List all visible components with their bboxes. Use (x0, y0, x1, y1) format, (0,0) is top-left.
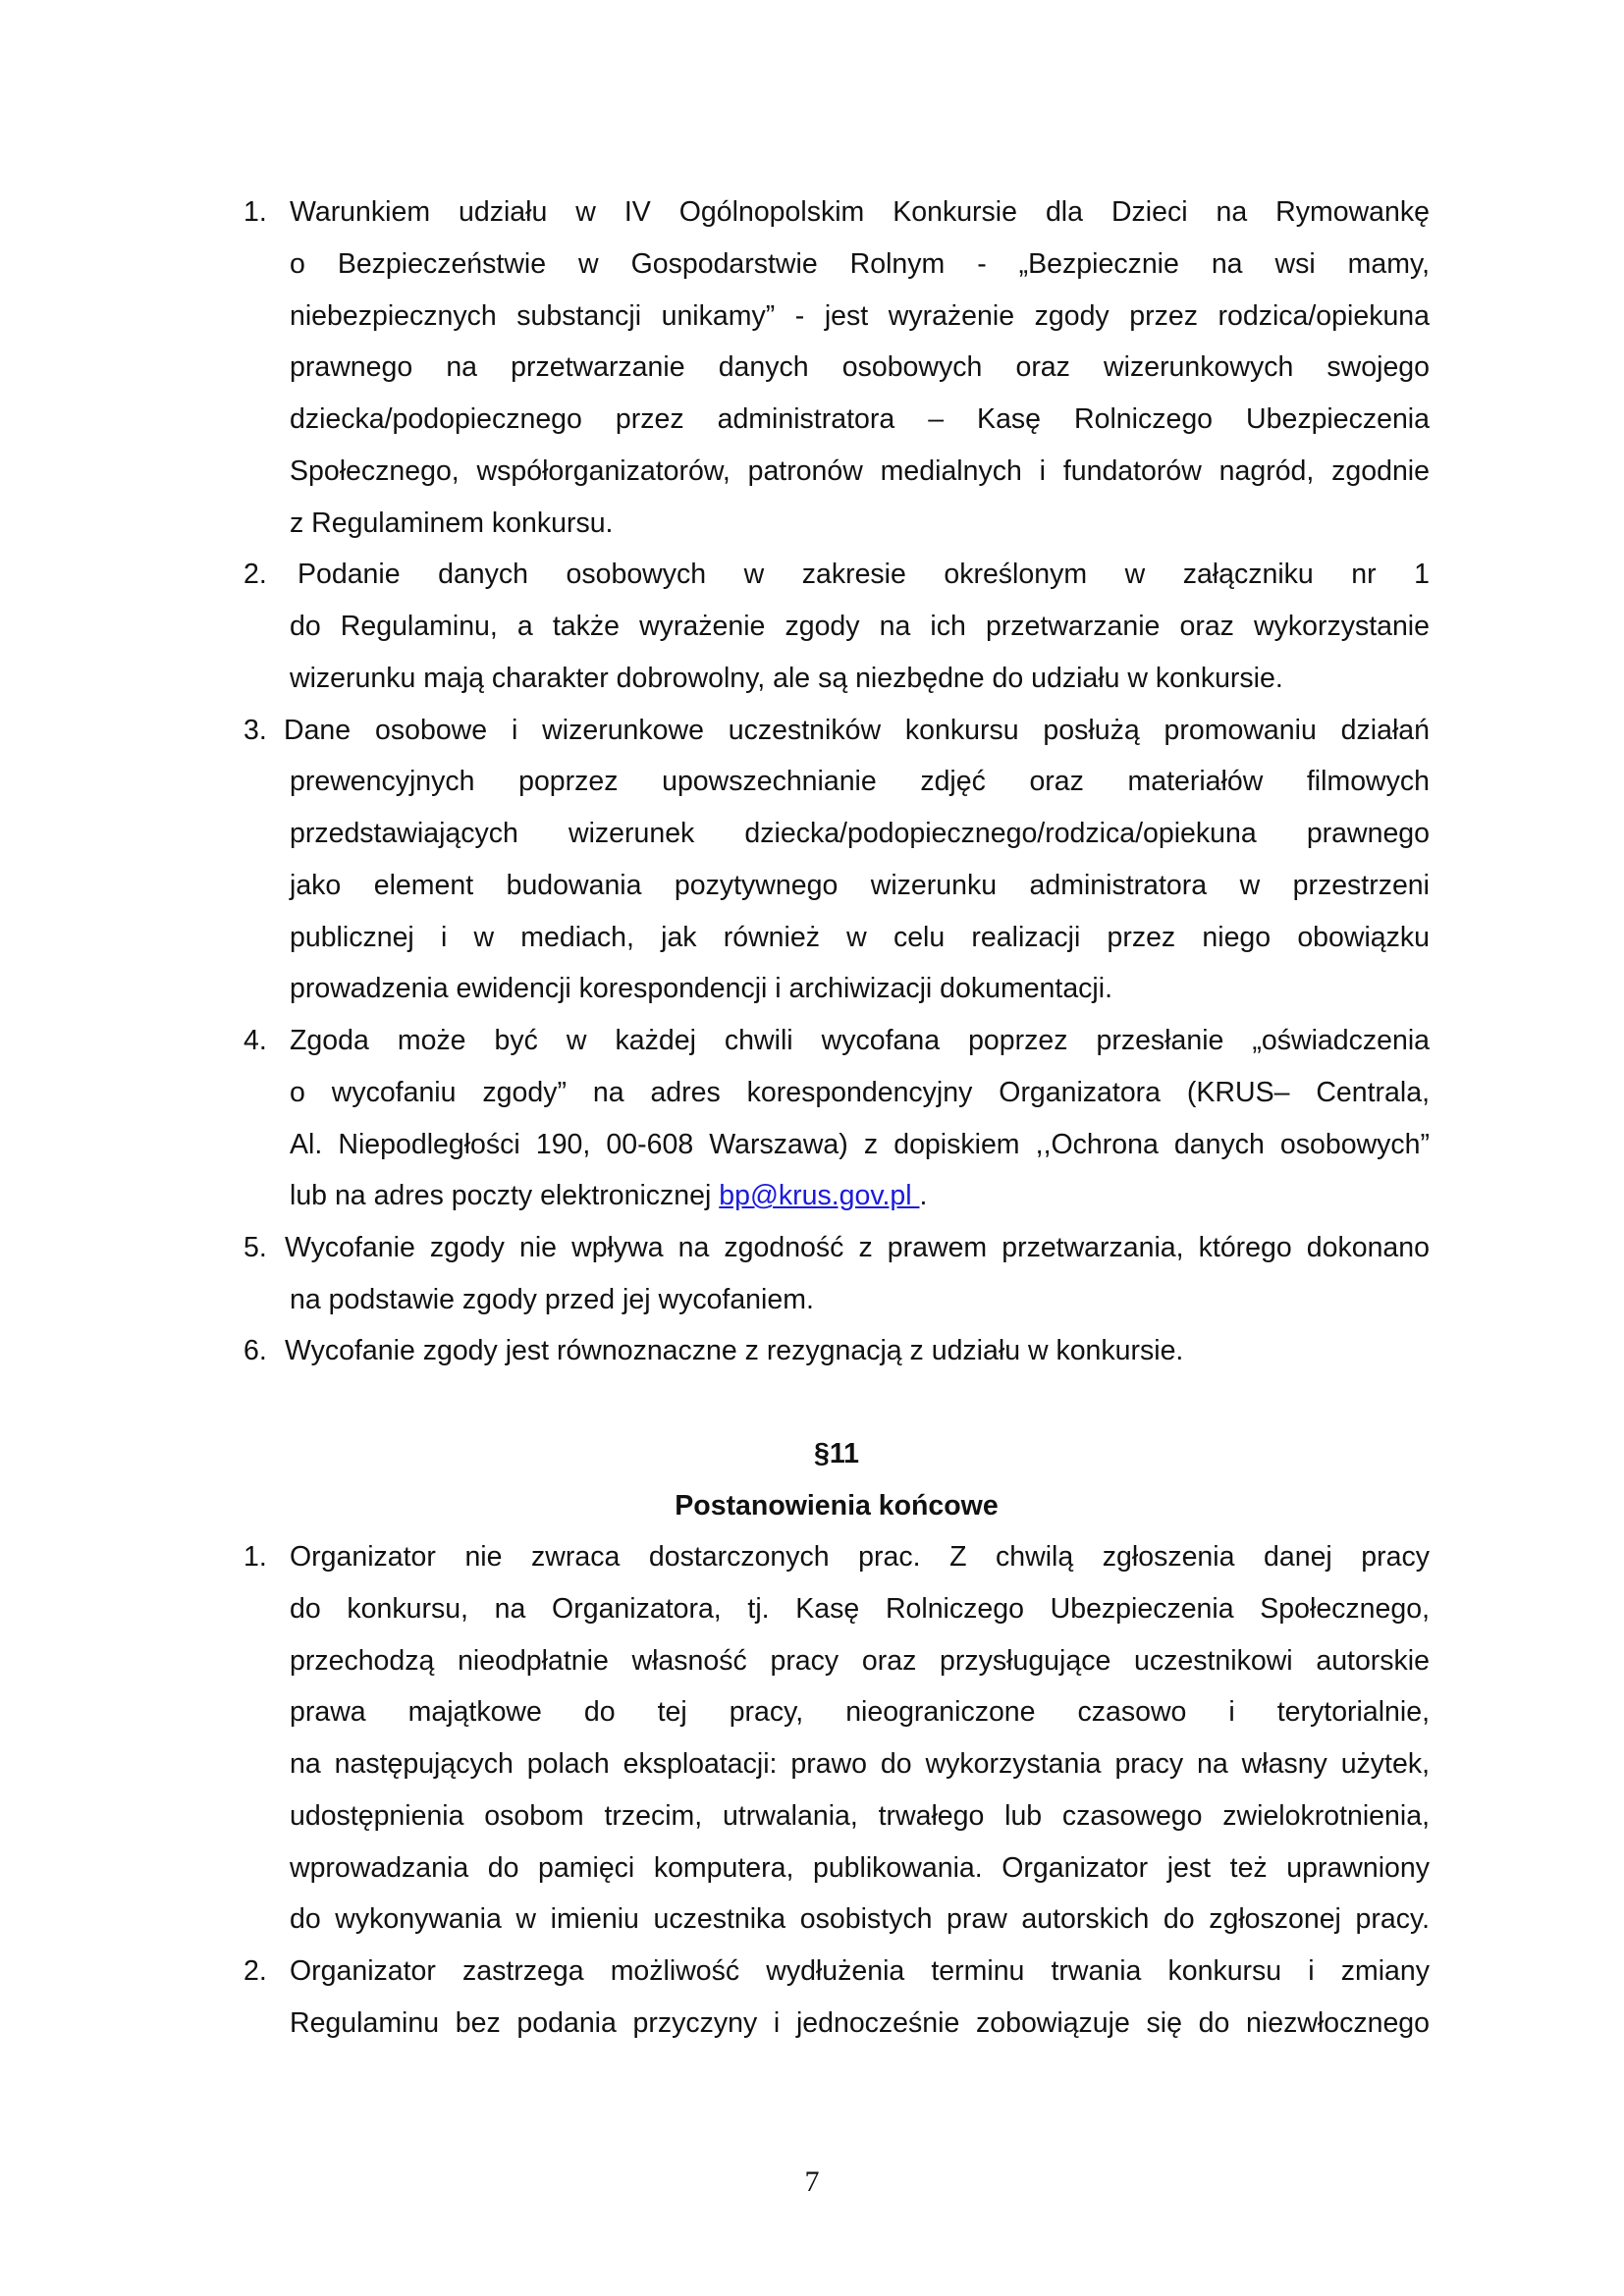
list-number: 4. (244, 1025, 267, 1056)
list-item-line: do Regulaminu, a także wyrażenie zgody na ich przetwarzanie oraz wykorzystanie (290, 611, 1430, 642)
list-item-line: prowadzenia ewidencji korespondencji i archiwizacji dokumentacji. (290, 973, 1113, 1004)
email-lead-text: lub na adres poczty elektronicznej (290, 1180, 712, 1211)
list-item-line: Wycofanie zgody jest równoznaczne z rezygnacją z udziału w konkursie. (285, 1335, 1184, 1366)
list-item-line (290, 1179, 1430, 1212)
list-item-line: jako element budowania pozytywnego wizerunku administratora w przestrzeni (290, 870, 1430, 901)
list-item-line: do wykonywania w imieniu uczestnika osobistych praw autorskich do zgłoszonej pracy. (290, 1903, 1430, 1935)
section-number: §11 (814, 1438, 859, 1469)
list-item-line: Zgoda może być w każdej chwili wycofana poprzez przesłanie „oświadczenia (290, 1025, 1430, 1056)
list-item-line: niebezpiecznych substancji unikamy” - jest wyrażenie zgody przez rodzica/opiekuna (290, 300, 1430, 332)
list-item-line: na następujących polach eksploatacji: prawo do wykorzystania pracy na własny użytek, (290, 1748, 1430, 1780)
list-item-line: na podstawie zgody przed jej wycofaniem. (290, 1284, 814, 1315)
list-item-line: Podanie danych osobowych w zakresie określonym w załączniku nr 1 (298, 559, 1430, 590)
list-number: 3. (244, 715, 267, 746)
list-item-line: prewencyjnych poprzez upowszechnianie zdjęć oraz materiałów filmowych (290, 766, 1430, 797)
email-trailing-period: . (919, 1180, 928, 1211)
list-item-line: Społecznego, współorganizatorów, patronów medialnych i fundatorów nagród, zgodnie (290, 455, 1430, 487)
list-item-line: Warunkiem udziału w IV Ogólnopolskim Konkursie dla Dzieci na Rymowankę (290, 196, 1430, 228)
list-number: 1. (244, 1541, 267, 1573)
list-item-line: Regulaminu bez podania przyczyny i jednocześnie zobowiązuje się do niezwłocznego (290, 2007, 1430, 2039)
list-item-line: o Bezpieczeństwie w Gospodarstwie Rolnym - „Bezpiecznie na wsi mamy, (290, 248, 1430, 280)
section-title: Postanowienia końcowe (675, 1490, 999, 1522)
list-number: 1. (244, 196, 267, 228)
list-item-line: prawnego na przetwarzanie danych osobowych oraz wizerunkowych swojego (290, 351, 1430, 383)
list-number: 5. (244, 1232, 267, 1263)
email-link[interactable]: bp@krus.gov.pl (719, 1180, 920, 1211)
list-number: 2. (244, 559, 267, 590)
list-item-line: do konkursu, na Organizatora, tj. Kasę Rolniczego Ubezpieczenia Społecznego, (290, 1593, 1430, 1625)
list-item-line: wprowadzania do pamięci komputera, publikowania. Organizator jest też uprawniony (290, 1852, 1430, 1884)
list-item-line: wizerunku mają charakter dobrowolny, ale są niezbędne do udziału w konkursie. (290, 663, 1283, 694)
list-item-line: przechodzą nieodpłatnie własność pracy oraz przysługujące uczestnikowi autorskie (290, 1645, 1430, 1677)
list-number: 6. (244, 1335, 267, 1366)
list-item-line: Al. Niepodległości 190, 00-608 Warszawa) z dopiskiem ,,Ochrona danych osobowych” (290, 1129, 1430, 1160)
list-item-line: Wycofanie zgody nie wpływa na zgodność z prawem przetwarzania, którego dokonano (285, 1232, 1430, 1263)
list-item-line: prawa majątkowe do tej pracy, nieograniczone czasowo i terytorialnie, (290, 1696, 1430, 1728)
list-number: 2. (244, 1955, 267, 1987)
list-item-line: publicznej i w mediach, jak również w celu realizacji przez niego obowiązku (290, 922, 1430, 953)
list-item-line: Organizator zastrzega możliwość wydłużenia terminu trwania konkursu i zmiany (290, 1955, 1430, 1987)
list-item-line: Dane osobowe i wizerunkowe uczestników konkursu posłużą promowaniu działań (284, 715, 1430, 746)
list-item-line: z Regulaminem konkursu. (290, 507, 614, 539)
list-item-line: Organizator nie zwraca dostarczonych prac. Z chwilą zgłoszenia danej pracy (290, 1541, 1430, 1573)
list-item-line: udostępnienia osobom trzecim, utrwalania, trwałego lub czasowego zwielokrotnienia, (290, 1800, 1430, 1832)
list-item-line: o wycofaniu zgody” na adres korespondencyjny Organizatora (KRUS– Centrala, (290, 1077, 1430, 1108)
list-item-line: dziecka/podopiecznego przez administratora – Kasę Rolniczego Ubezpieczenia (290, 403, 1430, 435)
page-number: 7 (804, 2165, 820, 2198)
list-item-line: przedstawiających wizerunek dziecka/podopiecznego/rodzica/opiekuna prawnego (290, 818, 1430, 849)
